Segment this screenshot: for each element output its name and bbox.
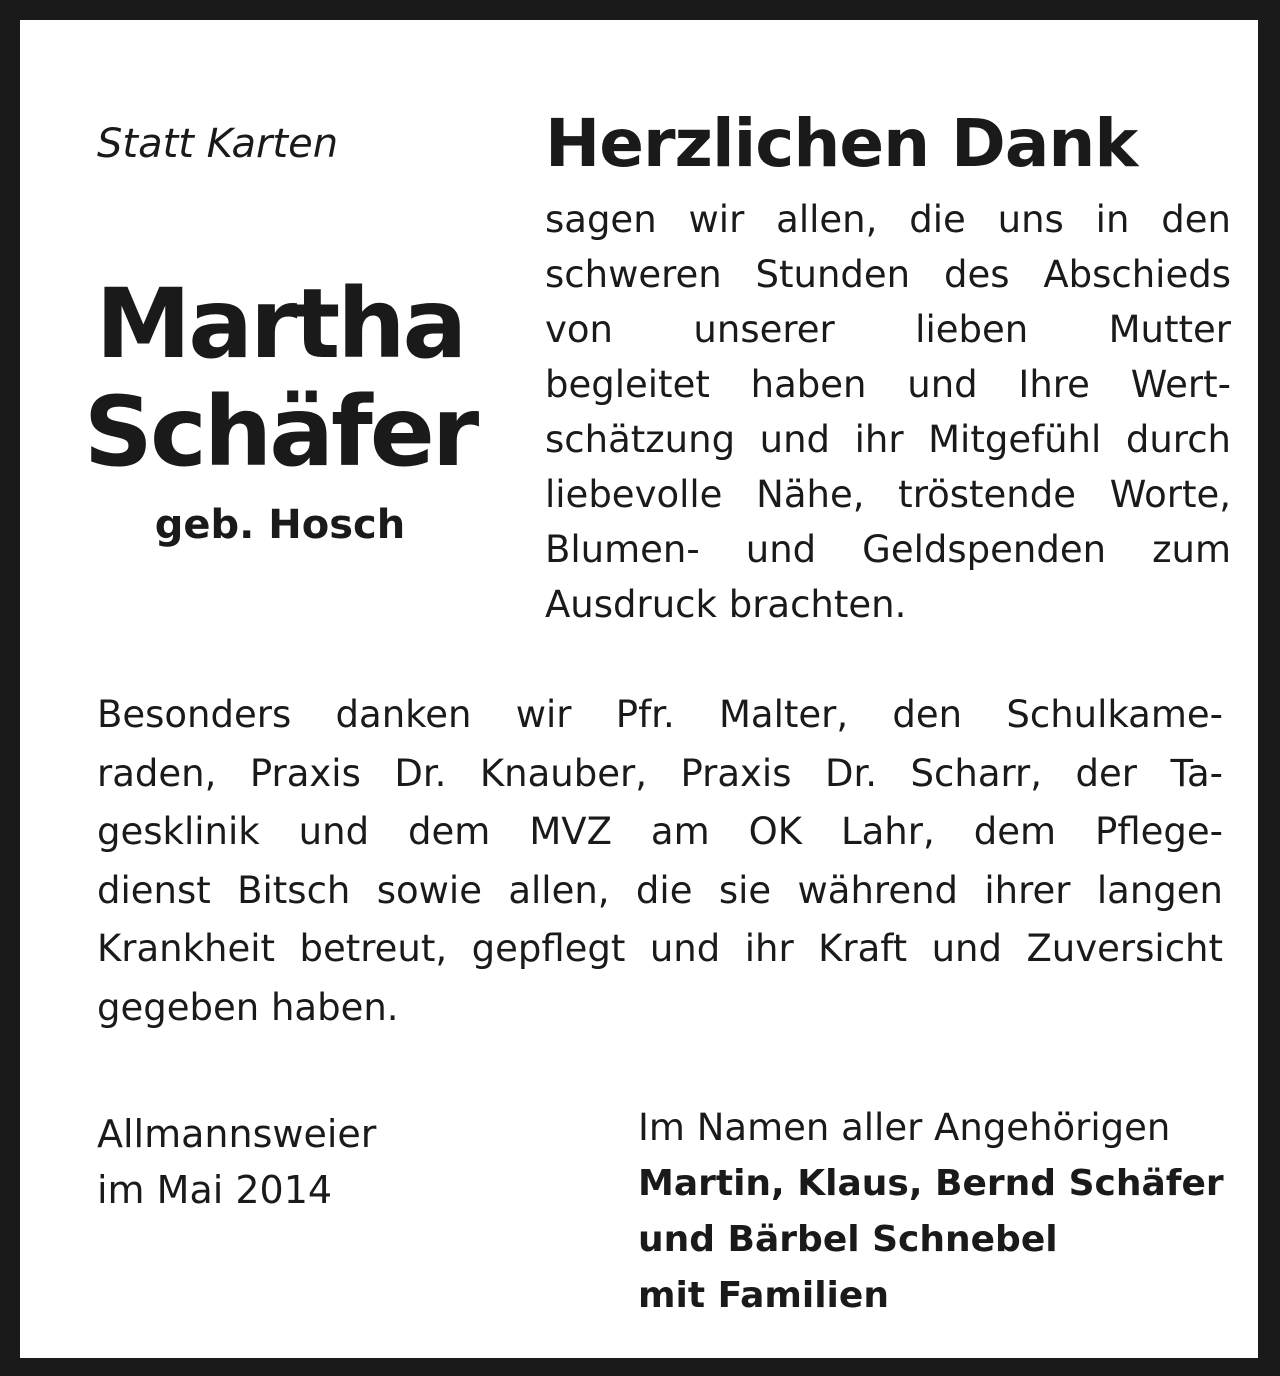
thanks-paragraph: [97, 686, 1223, 1037]
signature-names-line: Martin, Klaus, Bernd Schäfer: [638, 1163, 1224, 1204]
deceased-last-name: Schäfer: [83, 376, 477, 488]
deceased-birth-name: geb. Hosch: [154, 502, 406, 548]
intro-line: begleitet haben und Ihre Wert-: [545, 363, 1231, 406]
signature-names-line: und Bärbel Schnebel: [638, 1219, 1058, 1260]
notice-date: im Mai 2014: [97, 1168, 333, 1212]
thanks-line: gegeben haben.: [97, 985, 399, 1029]
thanks-line: raden, Praxis Dr. Knauber, Praxis Dr. Scharr, der Ta-: [97, 751, 1223, 795]
deceased-name-block: [70, 270, 490, 550]
place-name: Allmannsweier: [97, 1112, 377, 1156]
statt-karten-label: Statt Karten: [97, 121, 339, 167]
intro-line: von unserer lieben Mutter: [545, 308, 1231, 351]
intro-paragraph: [545, 192, 1231, 632]
signature-intro: Im Namen aller Angehörigen: [638, 1106, 1171, 1149]
intro-line: Blumen- und Geldspenden zum: [545, 528, 1231, 571]
place-date-block: [97, 1106, 376, 1218]
thanks-line: Krankheit betreut, gepflegt und ihr Kraft und Zuversicht: [97, 927, 1223, 970]
intro-line: Ausdruck brachten.: [545, 583, 907, 626]
deceased-first-name: Martha: [95, 268, 465, 380]
headline: Herzlichen Dank: [545, 105, 1138, 182]
intro-line: schweren Stunden des Abschieds: [545, 253, 1231, 296]
intro-line: schätzung und ihr Mitgefühl durch: [545, 418, 1231, 461]
thanks-line: Besonders danken wir Pfr. Malter, den Schulkame-: [97, 693, 1223, 736]
thanks-line: dienst Bitsch sowie allen, die sie während ihrer langen: [97, 868, 1223, 912]
intro-line: liebevolle Nähe, tröstende Worte,: [545, 473, 1231, 516]
signature-names-line: mit Familien: [638, 1275, 889, 1316]
thanks-line: gesklinik und dem MVZ am OK Lahr, dem Pflege-: [97, 810, 1223, 853]
signature-block: [638, 1100, 1224, 1324]
intro-line: sagen wir allen, die uns in den: [545, 198, 1231, 241]
